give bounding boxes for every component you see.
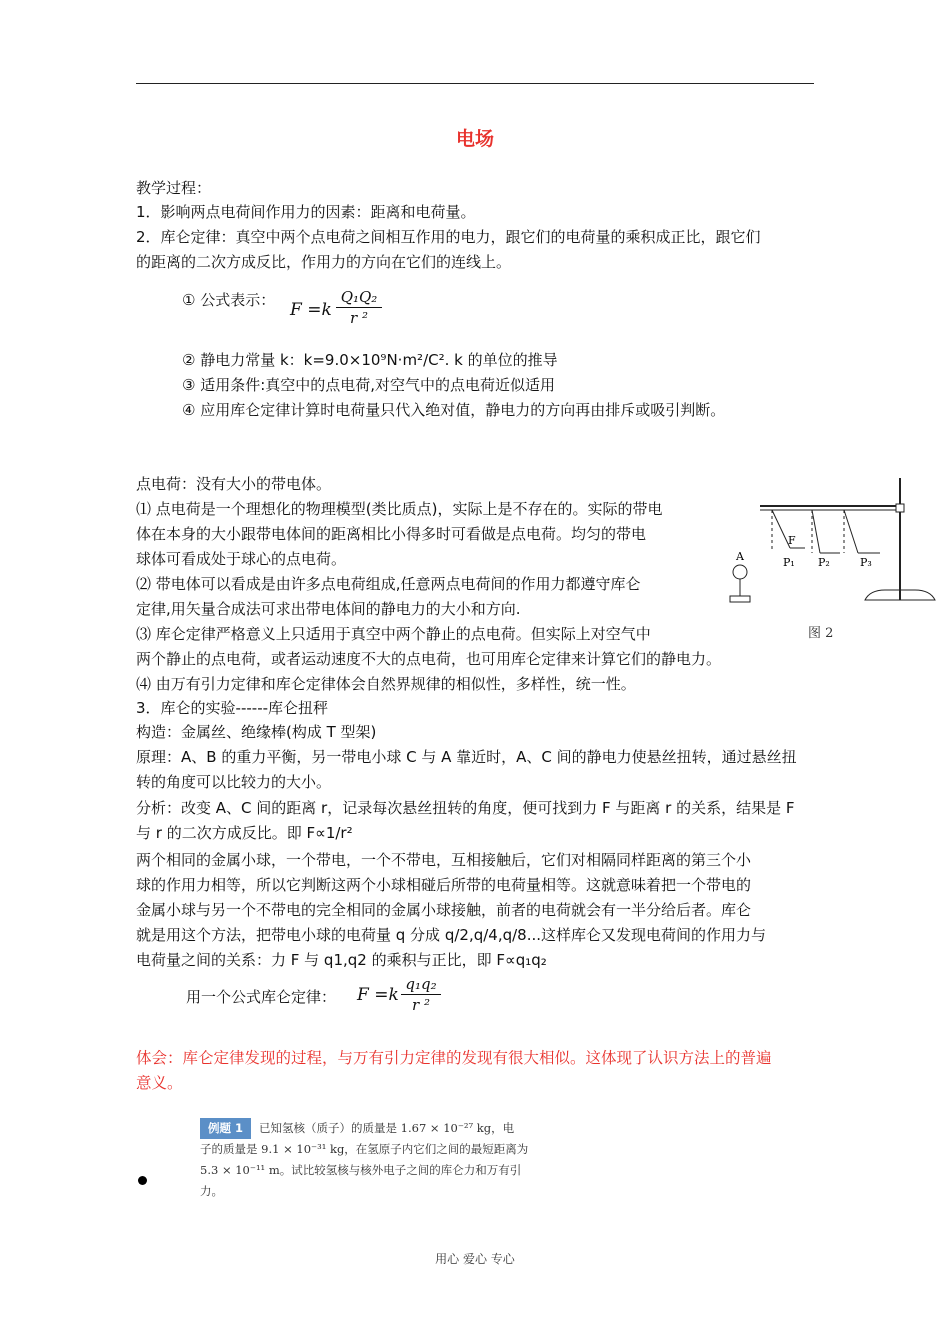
text-line: ⑴ 点电荷是一个理想化的物理模型(类比质点)，实际上是不存在的。实际的带电: [136, 500, 663, 518]
formula-fraction: [401, 975, 441, 1014]
text-line: 教学过程：: [136, 179, 212, 197]
list-item: ② 静电力常量 k：k=9.0×10⁹N·m²/C². k 的单位的推导: [182, 351, 558, 369]
fraction-bar: [336, 307, 382, 308]
figure-caption: 图 2: [808, 626, 834, 641]
text-line: 原理：A、B 的重力平衡，另一带电小球 C 与 A 靠近时，A、C 间的静电力使悬丝扭转，通过悬丝扭: [136, 748, 797, 766]
conclusion-line: 意义。: [136, 1074, 183, 1092]
charged-sphere-A: [733, 565, 747, 579]
text-line: 电荷量之间的关系：力 F 与 q1,q2 的乘积与正比，即 F∝q₁q₂: [136, 951, 547, 969]
page-title: 电场: [455, 128, 494, 150]
formula-denominator: r ²: [412, 996, 430, 1014]
label-P3: P₃: [860, 556, 872, 569]
formula-fraction: [336, 288, 382, 327]
formula-denominator: r ²: [350, 309, 368, 327]
example-line: 5.3 × 10⁻¹¹ m。试比较氢核与核外电子之间的库仑力和万有引力。: [200, 1163, 522, 1198]
string-2: [812, 510, 820, 553]
text-line: ⑵ 带电体可以看成是由许多点电荷组成,任意两点电荷间的作用力都遵守库仑: [136, 575, 641, 593]
label-F: F: [788, 534, 796, 547]
string-3: [844, 510, 858, 553]
label-P2: P₂: [818, 556, 830, 569]
formula-numerator: q₁q₂: [405, 975, 437, 993]
list-item: ③ 适用条件:真空中的点电荷,对空气中的点电荷近似适用: [182, 376, 556, 394]
text-line: 点电荷：没有大小的带电体。: [136, 475, 332, 493]
text-line: ⑶ 库仑定律严格意义上只适用于真空中两个静止的点电荷。但实际上对空气中: [136, 625, 651, 643]
torsion-apparatus-figure: [720, 478, 942, 618]
page-footer: 用心 爱心 专心: [435, 1252, 515, 1266]
label-A: A: [736, 550, 744, 563]
text-line: 与 r 的二次方成反比。即 F∝1/r²: [136, 824, 353, 842]
text-line: 球体可看成处于球心的点电荷。: [136, 550, 347, 568]
clamp: [896, 504, 904, 512]
text-line: ⑷ 由万有引力定律和库仑定律体会自然界规律的相似性，多样性，统一性。: [136, 675, 636, 693]
conclusion-line: 体会：库仑定律发现的过程，与万有引力定律的发现有很大相似。这体现了认识方法上的普遍: [136, 1049, 772, 1067]
header-rule: [136, 83, 814, 84]
example-line: 已知氢核（质子）的质量是 1.67 × 10⁻²⁷ kg，电: [259, 1121, 515, 1135]
sphere-base: [730, 596, 750, 602]
text-line: 球的作用力相等，所以它判断这两个小球相碰后所带的电荷量相等。这就意味着把一个带电的: [136, 876, 752, 894]
text-line: 3．库仑的实验------库仑扭秤: [136, 699, 329, 717]
example-box: [200, 1118, 540, 1202]
formula-label: 用一个公式库仑定律：: [186, 988, 337, 1006]
text-line: 金属小球与另一个不带电的完全相同的金属小球接触，前者的电荷就会有一半分给后者。库仑: [136, 901, 752, 919]
example-badge: 例题 1: [200, 1118, 251, 1139]
text-line: 体在本身的大小跟带电体间的距离相比小得多时可看做是点电荷。均匀的带电: [136, 525, 647, 543]
text-line: 1．影响两点电荷间作用力的因素：距离和电荷量。: [136, 203, 476, 221]
label-P1: P₁: [783, 556, 795, 569]
formula-lhs: F =k: [290, 300, 332, 320]
formula-lhs: F =k: [357, 985, 399, 1005]
bullet-point: [138, 1176, 147, 1185]
formula-label: ① 公式表示：: [182, 291, 276, 309]
list-item: ④ 应用库仑定律计算时电荷量只代入绝对值，静电力的方向再由排斥或吸引判断。: [182, 401, 726, 419]
text-line: 转的角度可以比较力的大小。: [136, 773, 332, 791]
text-line: 分析：改变 A、C 间的距离 r，记录每次悬丝扭转的角度，便可找到力 F 与距离 r 的关系，结果是 F: [136, 799, 795, 817]
text-line: 2．库仑定律：真空中两个点电荷之间相互作用的电力，跟它们的电荷量的乘积成正比，跟它们: [136, 228, 761, 246]
text-line: 两个相同的金属小球，一个带电，一个不带电，互相接触后，它们对相隔同样距离的第三个小: [136, 851, 752, 869]
example-line: 子的质量是 9.1 × 10⁻³¹ kg，在氢原子内它们之间的最短距离为: [200, 1142, 529, 1156]
text-line: 两个静止的点电荷，或者运动速度不大的点电荷，也可用库仑定律来计算它们的静电力。: [136, 650, 722, 668]
text-line: 的距离的二次方成反比，作用力的方向在它们的连线上。: [136, 253, 512, 271]
text-line: 定律,用矢量合成法可求出带电体间的静电力的大小和方向.: [136, 600, 521, 618]
text-line: 就是用这个方法，把带电小球的电荷量 q 分成 q/2,q/4,q/8...这样库仑又发现电荷间的作用力与: [136, 926, 767, 944]
formula-numerator: Q₁Q₂: [340, 288, 378, 306]
fraction-bar: [401, 994, 441, 995]
text-line: 构造：金属丝、绝缘棒(构成 T 型架): [136, 723, 377, 741]
